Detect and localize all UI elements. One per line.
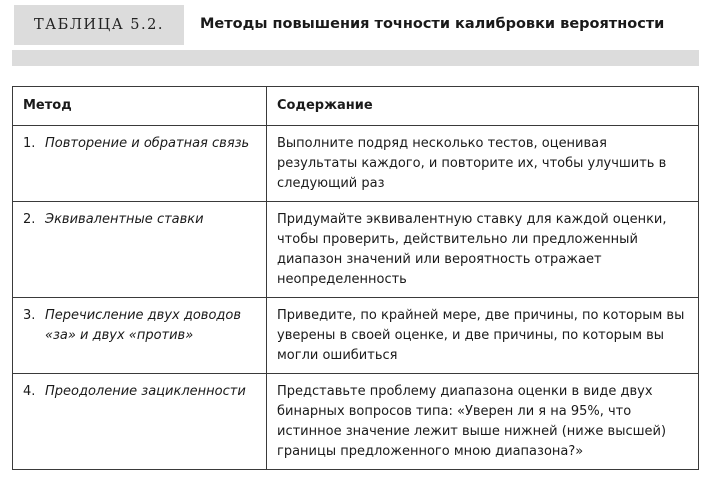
table-label: ТАБЛИЦА 5.2. (14, 5, 184, 45)
content-cell: Придумайте эквивалентную ставку для каждой оценки, чтобы проверить, действительно ли предложенный диапазон значений или вероятность отражает неопределенность (267, 202, 699, 298)
content-cell: Приведите, по крайней мере, две причины, по которым вы уверены в своей оценке, и две причины, по которым вы могли ошибиться (267, 298, 699, 374)
content-cell: Выполните подряд несколько тестов, оценивая результаты каждого, и повторите их, чтобы улучшить в следующий раз (267, 126, 699, 202)
table-row (13, 298, 699, 374)
method-cell (13, 126, 267, 202)
row-number: 1. (23, 136, 36, 151)
table-title: Методы повышения точности калибровки вероятности (200, 16, 665, 32)
column-header-content: Содержание (267, 87, 699, 126)
method-name: Эквивалентные ставки (45, 212, 204, 227)
method-name: Перечисление двух доводов «за» и двух «против» (45, 308, 242, 343)
table-row (13, 202, 699, 298)
row-number: 4. (23, 384, 36, 399)
method-name: Преодоление зацикленности (45, 384, 246, 399)
table-row (13, 374, 699, 470)
caption-divider (12, 50, 699, 66)
method-cell (13, 298, 267, 374)
row-number: 2. (23, 212, 36, 227)
table-row (13, 126, 699, 202)
method-name: Повторение и обратная связь (45, 136, 250, 151)
methods-table (12, 86, 699, 470)
row-number: 3. (23, 308, 36, 323)
method-cell (13, 374, 267, 470)
content-cell: Представьте проблему диапазона оценки в виде двух бинарных вопросов типа: «Уверен ли я на 95%, что истинное значение лежит выше нижней (ниже высшей) границы предложенного мною диапазона?» (267, 374, 699, 470)
column-header-method: Метод (13, 87, 267, 126)
method-cell (13, 202, 267, 298)
table-caption (0, 0, 710, 56)
table-header-row (13, 87, 699, 126)
